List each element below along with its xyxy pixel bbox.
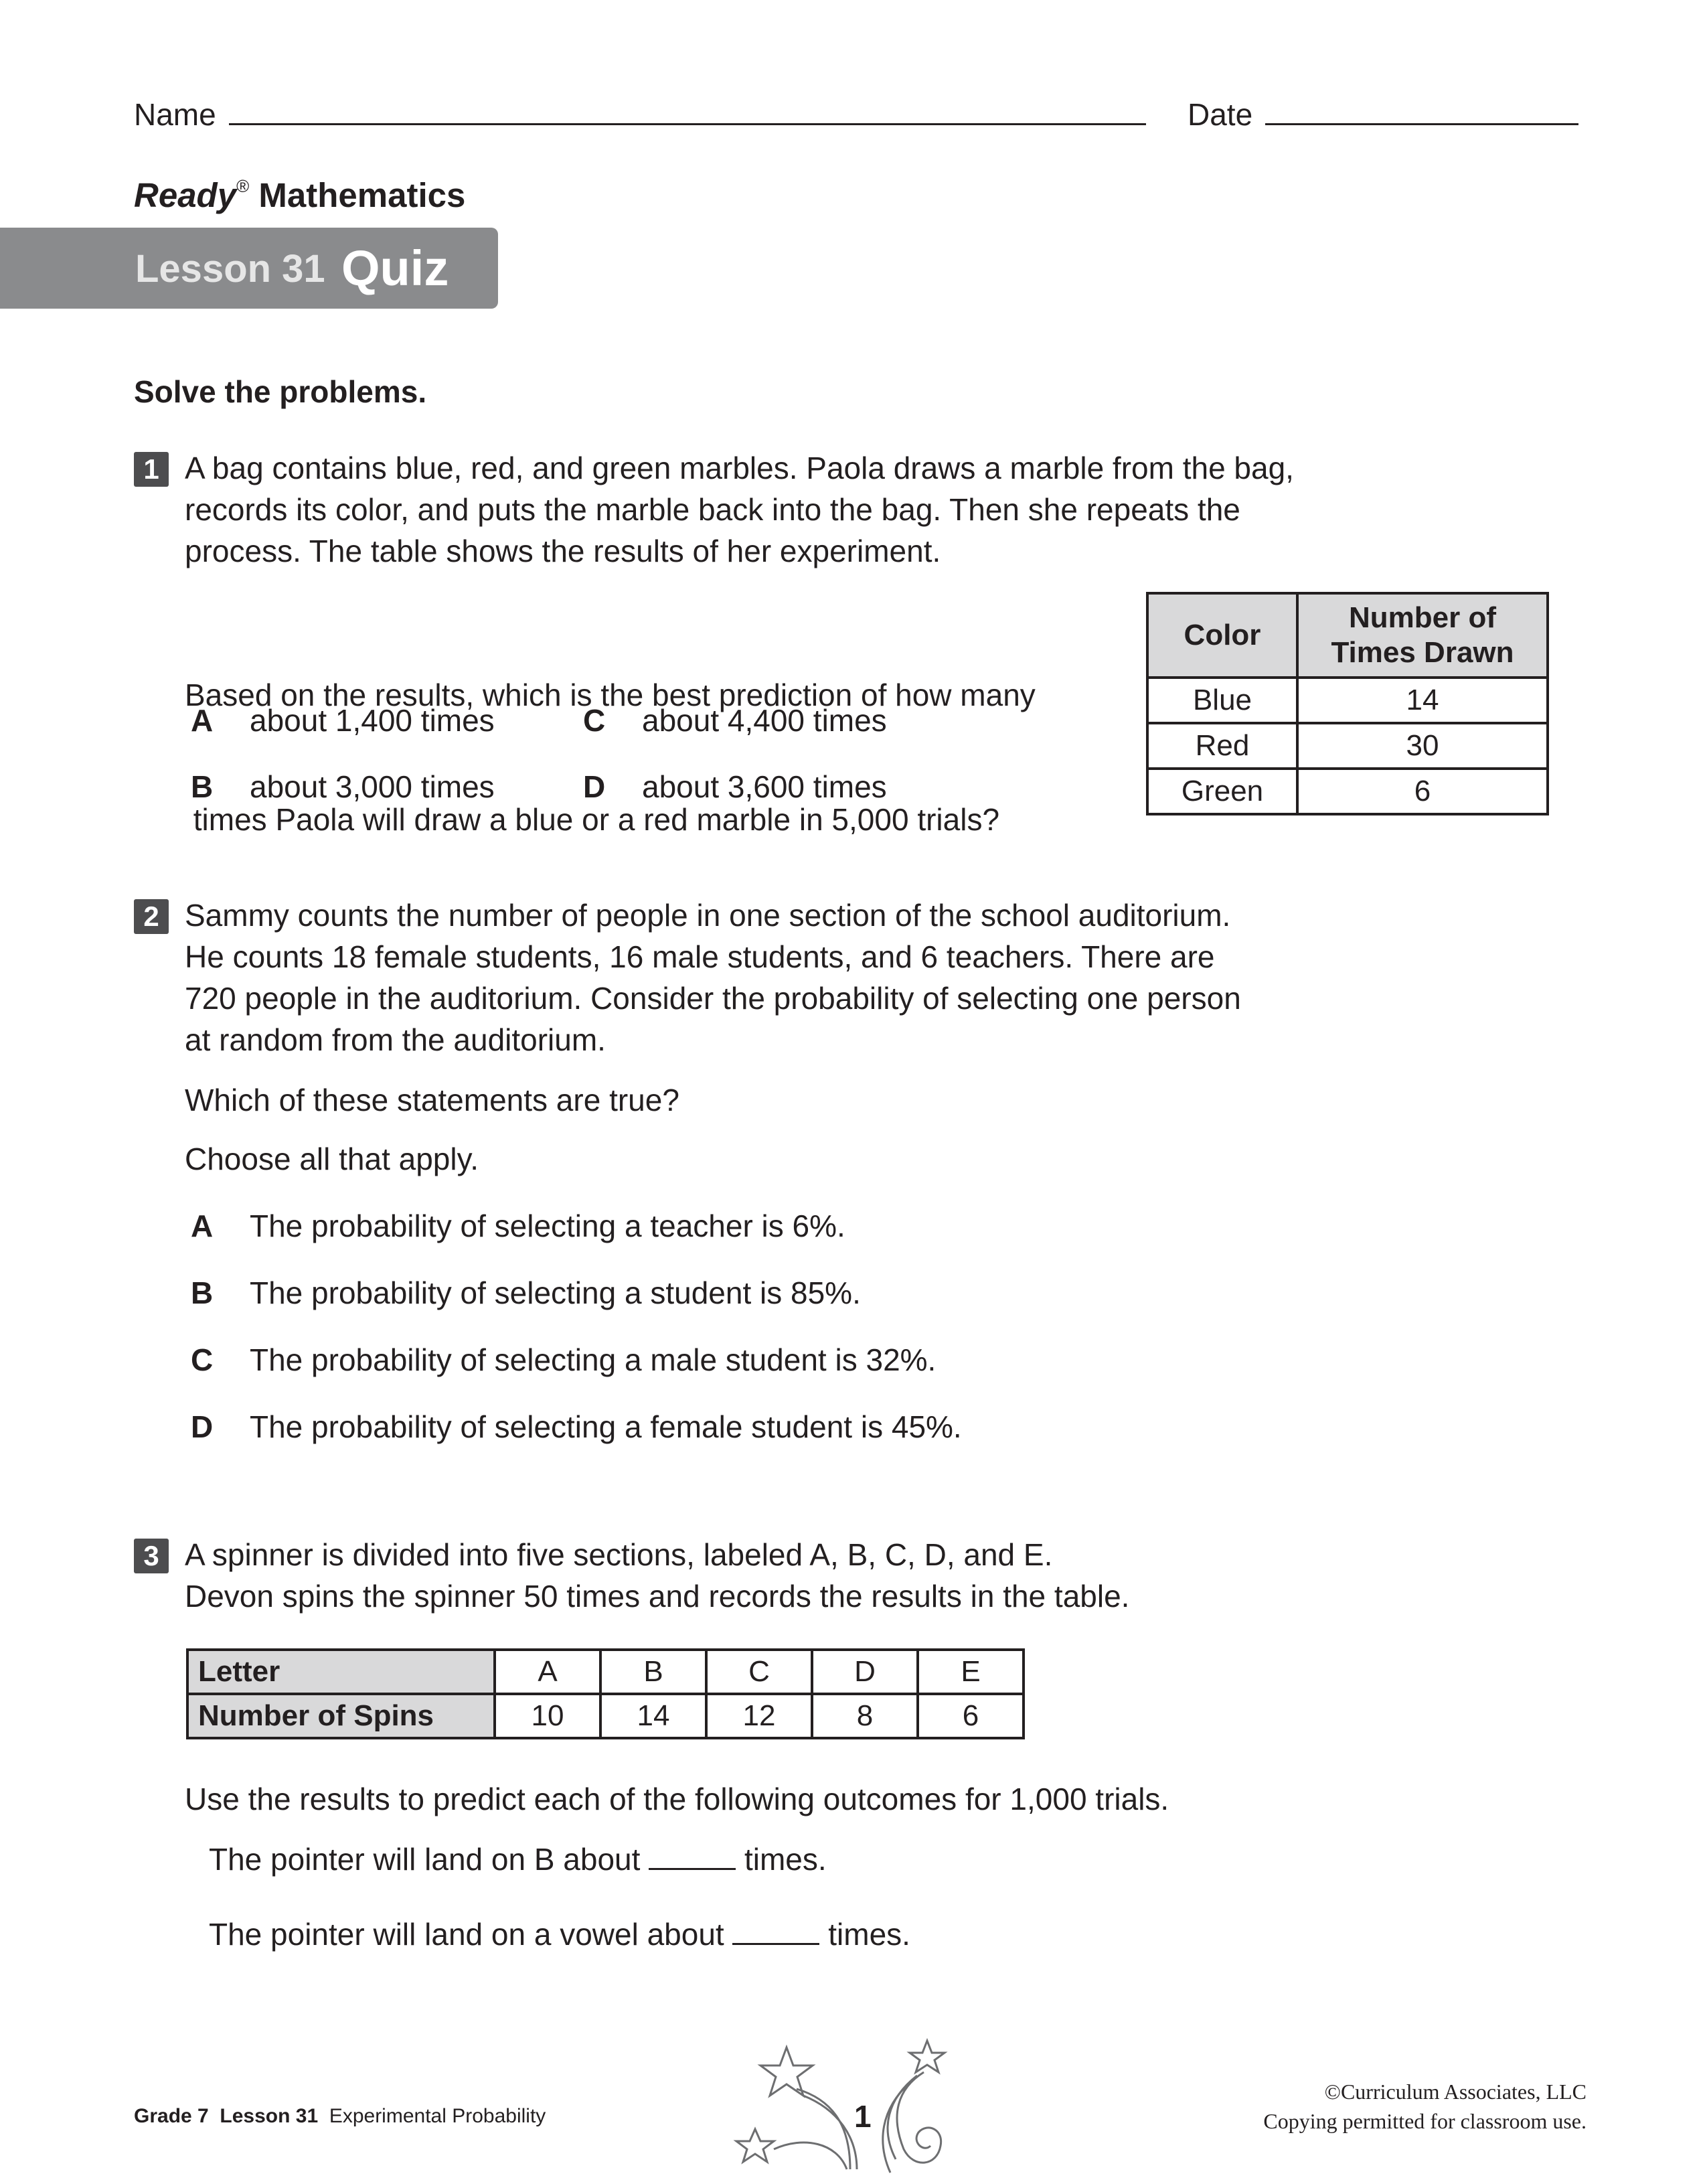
- option-text: about 4,400 times: [642, 703, 887, 738]
- option-text: about 3,600 times: [642, 769, 887, 804]
- option-letter: D: [583, 769, 606, 804]
- copyright-line: ©Curriculum Associates, LLC: [1324, 2080, 1587, 2104]
- table-row: [1147, 723, 1548, 769]
- option-text: The probability of selecting a male student is 32%.: [250, 1342, 937, 1377]
- option-text: The probability of selecting a student is 85%.: [250, 1275, 861, 1310]
- table-header-times: [1297, 593, 1548, 678]
- question-2-number: 2: [134, 899, 169, 934]
- blank-b-input[interactable]: [649, 1839, 736, 1870]
- table-cell: 14: [600, 1694, 706, 1738]
- brand-ready: Ready: [134, 176, 237, 214]
- footer-copyright: [1263, 2077, 1587, 2136]
- q1-option-c[interactable]: [583, 700, 887, 741]
- q2-option-b[interactable]: [191, 1272, 861, 1314]
- option-letter: D: [191, 1409, 214, 1444]
- star-icon: [910, 2041, 945, 2072]
- registered-mark: ®: [236, 176, 250, 196]
- option-letter: A: [191, 703, 214, 738]
- table-row: [1147, 769, 1548, 814]
- question-2-prompt: Which of these statements are true?: [185, 1083, 679, 1117]
- question-2-choose: Choose all that apply.: [185, 1142, 479, 1176]
- table-cell: A: [495, 1650, 600, 1694]
- q1-prompt-line: Based on the results, which is the best prediction of how many: [185, 678, 1036, 712]
- table-header-color: Color: [1147, 593, 1297, 678]
- name-field[interactable]: [134, 94, 1146, 135]
- brand-title: [134, 175, 465, 215]
- table-cell: 30: [1297, 723, 1548, 769]
- table-cell: 6: [1297, 769, 1548, 814]
- spinner-results-table: [186, 1648, 1025, 1739]
- header-line: Times Drawn: [1331, 636, 1514, 669]
- name-label: Name: [134, 97, 216, 132]
- blank-vowel-sentence: [209, 1914, 910, 1955]
- date-field[interactable]: [1188, 94, 1578, 135]
- blank-vowel-input[interactable]: [732, 1914, 819, 1945]
- option-text: The probability of selecting a female student is 45%.: [250, 1409, 962, 1444]
- brand-mathematics: Mathematics: [258, 176, 466, 214]
- question-1-number: 1: [134, 452, 169, 487]
- q2-option-d[interactable]: [191, 1406, 962, 1448]
- table-cell: 6: [918, 1694, 1024, 1738]
- footer-grade: Grade 7: [134, 2105, 209, 2127]
- lesson-banner: [0, 228, 498, 309]
- footer-topic: Experimental Probability: [329, 2105, 546, 2127]
- table-header-row: [1147, 593, 1548, 678]
- page-number: 1: [854, 2099, 872, 2134]
- table-row: [1147, 678, 1548, 723]
- stars-swirl-icon: [723, 2035, 964, 2183]
- permission-line: Copying permitted for classroom use.: [1263, 2109, 1587, 2133]
- instructions: Solve the problems.: [134, 374, 427, 409]
- quiz-label: Quiz: [341, 240, 449, 296]
- table-cell: 10: [495, 1694, 600, 1738]
- option-letter: B: [191, 769, 214, 804]
- q2-line: at random from the auditorium.: [185, 1022, 606, 1057]
- table-cell: D: [812, 1650, 918, 1694]
- star-icon: [736, 2129, 774, 2162]
- table-cell: C: [706, 1650, 812, 1694]
- marble-results-table: [1146, 592, 1549, 815]
- blank-b-after: times.: [744, 1842, 827, 1877]
- q2-line: He counts 18 female students, 16 male students, and 6 teachers. There are: [185, 939, 1215, 974]
- header-line: Number of: [1349, 601, 1496, 634]
- option-letter: A: [191, 1208, 214, 1243]
- question-1-stem: [185, 447, 1294, 572]
- option-letter: B: [191, 1275, 214, 1310]
- option-letter: C: [583, 703, 606, 738]
- blank-vowel-after: times.: [828, 1917, 910, 1952]
- q2-option-a[interactable]: [191, 1205, 845, 1247]
- blank-b-before: The pointer will land on B about: [209, 1842, 641, 1877]
- table-cell: Green: [1147, 769, 1297, 814]
- row-header-spins: Number of Spins: [187, 1694, 495, 1738]
- blank-b-sentence: [209, 1839, 827, 1880]
- option-text: about 1,400 times: [250, 703, 495, 738]
- table-cell: Red: [1147, 723, 1297, 769]
- name-line[interactable]: [229, 94, 1146, 125]
- question-2-stem: [185, 894, 1241, 1061]
- table-cell: 12: [706, 1694, 812, 1738]
- q2-line: Sammy counts the number of people in one section of the school auditorium.: [185, 898, 1231, 933]
- table-cell: E: [918, 1650, 1024, 1694]
- option-text: about 3,000 times: [250, 769, 495, 804]
- q1-line: process. The table shows the results of her experiment.: [185, 534, 941, 568]
- table-cell: Blue: [1147, 678, 1297, 723]
- q1-line: records its color, and puts the marble back into the bag. Then she repeats the: [185, 492, 1240, 527]
- q3-line: A spinner is divided into five sections, labeled A, B, C, D, and E.: [185, 1537, 1053, 1572]
- q1-option-b[interactable]: [191, 766, 495, 807]
- star-icon: [760, 2047, 813, 2096]
- question-3-stem: [185, 1534, 1129, 1617]
- question-3-number: 3: [134, 1539, 169, 1573]
- q1-option-d[interactable]: [583, 766, 887, 807]
- table-row: [187, 1650, 1024, 1694]
- q1-option-a[interactable]: [191, 700, 495, 741]
- q2-option-c[interactable]: [191, 1339, 937, 1381]
- q3-line: Devon spins the spinner 50 times and records the results in the table.: [185, 1579, 1130, 1614]
- footer-lesson: Lesson 31: [220, 2105, 319, 2127]
- table-row: [187, 1694, 1024, 1738]
- q1-prompt-line: times Paola will draw a blue or a red marble in 5,000 trials?: [185, 802, 1000, 837]
- date-line[interactable]: [1265, 94, 1578, 125]
- blank-vowel-before: The pointer will land on a vowel about: [209, 1917, 724, 1952]
- date-label: Date: [1188, 97, 1253, 132]
- q1-line: A bag contains blue, red, and green marbles. Paola draws a marble from the bag,: [185, 451, 1294, 485]
- lesson-label: Lesson 31: [135, 247, 325, 291]
- q2-line: 720 people in the auditorium. Consider the probability of selecting one person: [185, 981, 1241, 1016]
- option-text: The probability of selecting a teacher is 6%.: [250, 1208, 845, 1243]
- option-letter: C: [191, 1342, 214, 1377]
- row-header-letter: Letter: [187, 1650, 495, 1694]
- table-cell: 14: [1297, 678, 1548, 723]
- table-cell: B: [600, 1650, 706, 1694]
- table-cell: 8: [812, 1694, 918, 1738]
- footer-lesson-info: [134, 2105, 546, 2128]
- question-3-predict: Use the results to predict each of the following outcomes for 1,000 trials.: [185, 1782, 1169, 1816]
